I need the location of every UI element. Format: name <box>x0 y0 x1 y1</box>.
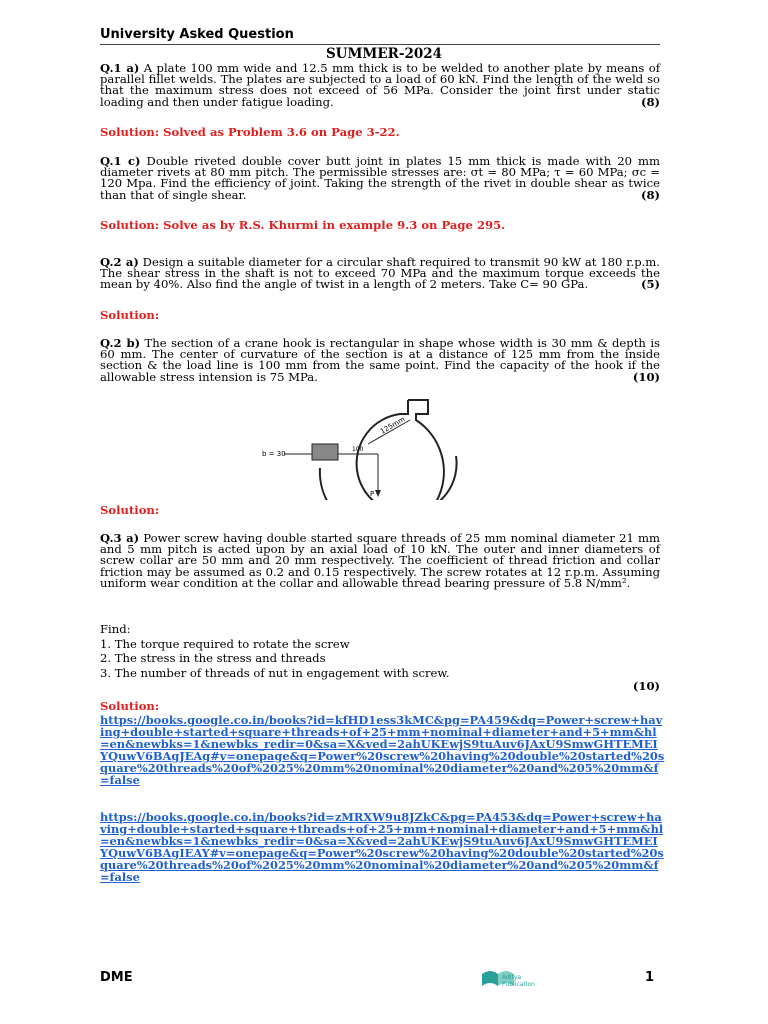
question-2a <box>100 257 660 291</box>
question-label: Q.3 a) <box>100 531 140 545</box>
hook-section <box>312 444 338 460</box>
question-3a <box>100 533 660 589</box>
page-number: 1 <box>645 970 655 985</box>
question-label: Q.2 a) <box>100 255 139 269</box>
question-marks: (10) <box>632 679 660 694</box>
logo-line-2: Publication <box>502 981 535 988</box>
find-item: 3. The number of threads of nut in engagement with screw. <box>100 665 450 680</box>
logo-line-1: Aditya <box>502 974 522 981</box>
question-label: Q.1 c) <box>100 154 141 168</box>
find-item: 1. The torque required to rotate the screw <box>100 636 350 651</box>
question-label: Q.1 a) <box>100 61 140 75</box>
solution-1c: Solution: Solve as by R.S. Khurmi in example 9.3 on Page 295. <box>100 218 506 232</box>
question-text: Double riveted double cover butt joint in plates 15 mm thick is made with 20 mm diameter rivets at 80 mm pitch. The permissible stresses are: σt = 80 MPa; τ = 60 MPa; σc = 120 Mpa. Find the efficiency of joint. Taking the strength of the rivet in double shear as twice than that of single shear. <box>100 154 660 202</box>
label-b: b = 30 <box>262 450 286 458</box>
label-p: P <box>370 490 375 498</box>
question-marks: (8) <box>640 94 660 109</box>
solution-2b: Solution: <box>100 503 160 517</box>
page-header: University Asked Question <box>100 27 660 45</box>
find-item: 2. The stress in the stress and threads <box>100 651 326 666</box>
find-list <box>100 622 660 692</box>
question-marks: (8) <box>640 187 660 202</box>
question-2b <box>100 338 660 383</box>
find-heading: Find: <box>100 622 131 636</box>
solution-1a: Solution: Solved as Problem 3.6 on Page 3-22. <box>100 125 400 139</box>
solution-3a: Solution: <box>100 699 160 713</box>
question-1c <box>100 156 660 201</box>
crane-hook-figure <box>260 398 500 500</box>
solution-2a: Solution: <box>100 308 160 322</box>
label-r: 125mm <box>379 415 407 436</box>
question-text: Power screw having double started square threads of 25 mm nominal diameter 21 mm and 5 mm pitch is acted upon by an axial load of 10 kN. The outer and inner diameters of screw collar are 50 mm and 20 mm respectively. The coefficient of thread friction and collar friction may be assumed as 0.2 and 0.15 respectively. The screw rotates at 12 r.p.m. Assuming uniform wear condition at the collar and allowable thread bearing pressure of 5.8 N/mm². <box>100 531 660 590</box>
question-label: Q.2 b) <box>100 336 141 350</box>
book-link-1[interactable]: https://books.google.co.in/books?id=kfHD1ess3kMC&pg=PA459&dq=Power+screw+having+double+started+square+threads+of+25+mm+nominal+diameter+and+5+mm&hl=en&newbks=1&newbks_redir=0&sa=X&ved=2ahUKEwjS9tuAuv6JAxU9SmwGHTEMEIYQuwV6BAgJEAg#v=onepage&q=Power%20screw%20having%20double%20started%20square%20threads%20of%2025%20mm%20nominal%20diameter%20and%205%20mm&f=false <box>100 713 665 787</box>
question-text: The section of a crane hook is rectangular in shape whose width is 30 mm & depth is 60 mm. The center of curvature of the section is at a distance of 125 mm from the inside section & the load line is 100 mm from the same point. Find the capacity of the hook if the allowable stress intension is 75 MPa. <box>100 336 660 384</box>
book-link-2[interactable]: https://books.google.co.in/books?id=zMRXW9u8JZkC&pg=PA453&dq=Power+screw+having+double+started+square+threads+of+25+mm+nominal+diameter+and+5+mm&hl=en&newbks=1&newbks_redir=0&sa=X&ved=2ahUKEwjS9tuAuv6JAxU9SmwGHTEMEIYQuwV6BAgIEAY#v=onepage&q=Power%20screw%20having%20double%20started%20square%20threads%20of%2025%20mm%20nominal%20diameter%20and%205%20mm&f=false <box>100 810 664 884</box>
question-1a <box>100 63 660 108</box>
label-dim: 100 <box>352 446 364 453</box>
exam-title: SUMMER-2024 <box>325 46 443 62</box>
question-marks: (5) <box>640 277 660 292</box>
question-text: Design a suitable diameter for a circular shaft required to transmit 90 kW at 180 r.p.m. The shear stress in the shaft is not to exceed 70 MPa and the maximum torque exceeds the mean by 40%. Also find the angle of twist in a length of 2 meters. Take C= 90 GPa. <box>100 255 660 292</box>
question-text: A plate 100 mm wide and 12.5 mm thick is to be welded to another plate by means of parallel fillet welds. The plates are subjected to a load of 60 kN. Find the length of the weld so that the maximum stress does not exceed of 56 MPa. Consider the joint first under static loading and then under fatigue loading. <box>100 61 660 109</box>
question-marks: (10) <box>632 369 660 384</box>
footer-dept: DME <box>100 970 133 985</box>
